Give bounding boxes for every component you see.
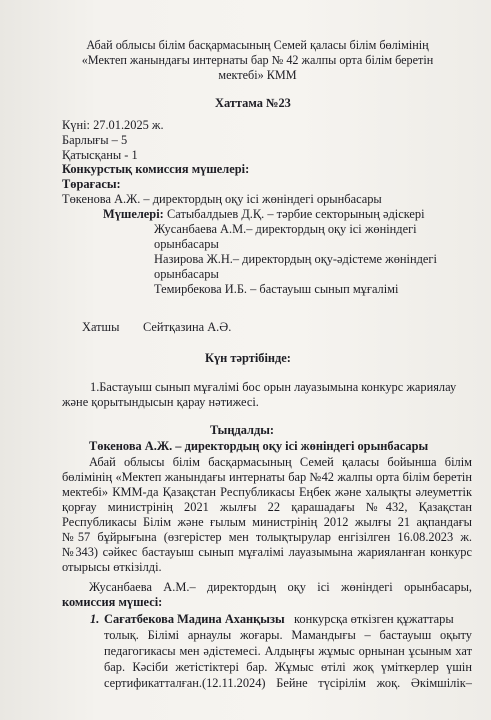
listened-heading: Тыңдалды: xyxy=(210,423,275,437)
candidate-name: Сағатбекова Мадина Аханқызы xyxy=(104,612,285,626)
present-members: Қатысқаны - 1 xyxy=(62,148,138,162)
candidate-text: бар. Кәсіби жетістіктері бар. Жұмыс өтілі жоқ үміткерлер үшін xyxy=(104,660,472,674)
paragraph-line: №343) сәйкес бастауыш сынып мұғалімі лауазымына жарияланған конкурс xyxy=(62,545,472,559)
commission-heading: Конкурстық комиссия мүшелері: xyxy=(62,162,250,176)
candidate-text: педагогикасы мен әдістемесі. Алдыңғы жұмыс орнынан ұсыным хат xyxy=(104,644,472,658)
paragraph-line: №57 бұйрығына (өзгерістер мен толықтырулар енгізілген 16.08.2023 ж. xyxy=(62,530,472,544)
agenda-item: 1.Бастауыш сынып мұғалімі бос орын лауазымына конкурс жариялау xyxy=(90,380,457,394)
protocol-title: Хаттама №23 xyxy=(215,96,291,110)
member-statement: Жусанбаева А.М.– директордың оқу ісі жөніндегі орынбасары, xyxy=(89,580,472,594)
member-line: Назирова Ж.Н.– директордың оқу-әдістеме жөніндегі xyxy=(154,252,437,266)
paragraph-line: мектебі» КММ-да Қазақстан Республикасы Еңбек және халықты әлеуметтік xyxy=(62,485,472,499)
member-line: Темирбекова И.Б. – бастауыш сынып мұғалімі xyxy=(154,282,399,296)
member-line: Сатыбалдыев Д.Қ. – тәрбие секторының әдіскері xyxy=(167,207,425,221)
member-statement-role: комиссия мүшесі: xyxy=(62,595,163,609)
secretary-label: Хатшы xyxy=(82,320,120,334)
header-line-1: Абай облысы білім басқармасының Семей қаласы білім бөлімінің xyxy=(86,38,429,52)
member-line: орынбасары xyxy=(154,237,219,251)
agenda-heading: Күн тәртібінде: xyxy=(205,351,291,365)
paragraph-line: Республикасы Білім және ғылым министрінің 2012 жылғы 21 ақпандағы xyxy=(62,515,472,529)
paragraph-line: Абай облысы білім басқармасының Семей қаласы бойынша білім xyxy=(89,455,472,469)
members-label: Мүшелері: xyxy=(103,207,164,221)
header-line-2: «Мектеп жанындағы интернаты бар № 42 жалпы орта білім беретін xyxy=(81,53,434,67)
candidate-text: толық. Білімі арнаулы жоғары. Мамандығы – бастауыш оқыту xyxy=(104,628,472,642)
header-line-3: мектебі» КММ xyxy=(218,68,297,82)
candidate-text: сертификатталған.(12.11.2024) Бейне түсірілім жоқ. Әкімшілік– xyxy=(104,676,472,690)
paragraph-line: қорғау министрінің 2021 жылғы 22 қарашадағы №432, Қазақстан xyxy=(62,500,472,514)
paragraph-line: бөлімінің «Мектеп жанындағы интернаты бар №42 жалпы орта білім беретін xyxy=(62,470,472,484)
secretary-name: Сейтқазина А.Ә. xyxy=(143,320,232,334)
meeting-date: Күні: 27.01.2025 ж. xyxy=(62,118,164,132)
member-line: Жусанбаева А.М.– директордың оқу ісі жөніндегі xyxy=(154,222,417,236)
chair-name: Төкенова А.Ж. – директордың оқу ісі жөніндегі орынбасары xyxy=(62,192,382,206)
agenda-item-continued: және қорытындысын қарау нәтижесі. xyxy=(62,395,259,409)
candidate-text: конкурсқа өткізген құжаттары xyxy=(294,612,454,626)
total-members: Барлығы – 5 xyxy=(62,133,128,147)
chair-heading: Төрағасы: xyxy=(62,177,121,191)
candidate-number: 1. xyxy=(90,612,100,626)
listened-speaker: Төкенова А.Ж. – директордың оқу ісі жөніндегі орынбасары xyxy=(89,439,429,453)
member-line: орынбасары xyxy=(154,267,219,281)
paragraph-line: отырысы өткізілді. xyxy=(62,560,162,574)
